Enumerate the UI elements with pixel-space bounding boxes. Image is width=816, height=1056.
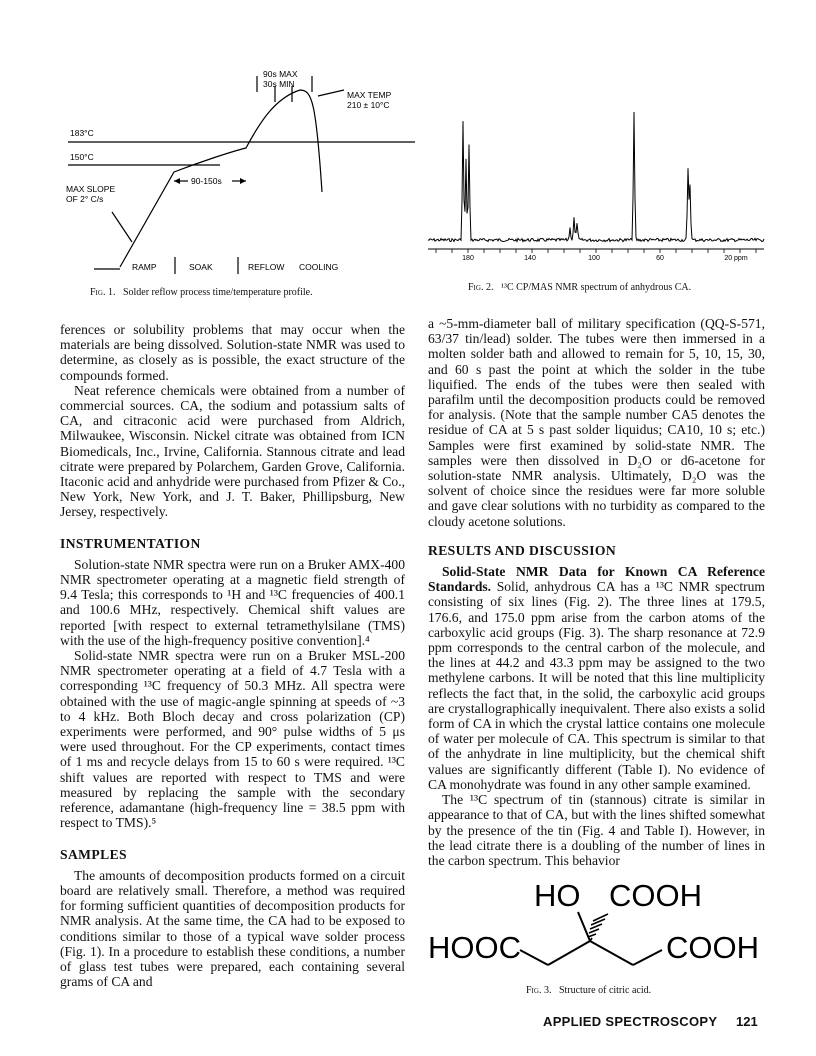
- label-soak: SOAK: [189, 262, 213, 272]
- label-max-temp-value: 210 ± 10°C: [347, 100, 390, 110]
- figure-1: [60, 62, 420, 277]
- tick-label-20ppm: 20 ppm: [724, 255, 748, 262]
- label-cooh-right: COOH: [666, 930, 759, 965]
- tick-label-180: 180: [462, 255, 474, 262]
- label-slope-value: OF 2° C/s: [66, 194, 104, 204]
- figure-1-caption: [90, 287, 420, 298]
- right-paragraph-3: The ¹³C spectrum of tin (stannous) citrate is similar in appearance to that of CA, but with the lines shifted somewhat by the presence of the tin (Fig. 4 and Table I). However, in the lead citrate there is a doubling of the number of lines in the carbon spectrum. This behavior: [428, 792, 765, 868]
- label-cooh-top: COOH: [609, 878, 702, 913]
- right-column: [428, 316, 765, 868]
- heading-instrumentation: INSTRUMENTATION: [60, 535, 201, 551]
- figure-2-caption: [468, 282, 768, 293]
- heading-samples: SAMPLES: [60, 846, 128, 862]
- tick-label-60: 60: [656, 255, 664, 262]
- left-paragraph-2: Neat reference chemicals were obtained from a number of commercial sources. CA, the sodium and potassium salts of CA, and citraconic acid were purchased from Aldrich, Milwaukee, Wisconsin. Nickel citrate was obtained from ICN Biomedicals, Inc., Irvine, California. Stannous citrate and lead citrate were prepared by Polarchem, Garden Grove, California. Itaconic acid and anhydride were purchased from Pfizer & Co., New York, New York, and J. T. Baker, Phillipsburg, New Jersey, respectively.: [60, 382, 405, 520]
- label-max-temp: MAX TEMP: [347, 90, 392, 100]
- heading-results: RESULTS AND DISCUSSION: [428, 542, 617, 558]
- nmr-spectrum: [424, 112, 774, 272]
- label-30s-min: 30s MIN: [263, 79, 295, 89]
- label-ramp: RAMP: [132, 262, 157, 272]
- spectrum-trace: [428, 112, 764, 242]
- label-ho: HO: [534, 878, 581, 913]
- right-paragraph-2: [428, 564, 765, 792]
- reflow-profile-diagram: [60, 62, 420, 277]
- citric-acid-structure: [428, 868, 768, 980]
- tick-label-100: 100: [588, 255, 600, 262]
- figure-2-label: Fig. 2.: [468, 282, 494, 293]
- label-150c: 150°C: [70, 152, 94, 162]
- figure-3-caption-text: Structure of citric acid.: [558, 985, 652, 996]
- figure-1-caption-text: Solder reflow process time/temperature profile.: [122, 287, 313, 298]
- label-cooling: COOLING: [299, 262, 339, 272]
- tick-label-140: 140: [524, 255, 536, 262]
- right-paragraph-2-text: Solid, anhydrous CA has a ¹³C NMR spectrum consisting of six lines (Fig. 2). The three lines at 179.5, 176.6, and 175.0 ppm arise from the carbon atoms of the carboxylic acid groups (Fig. 3). The sharp resonance at 72.9 ppm corresponds to the central carbon of the molecule, and the lines at 44.2 and 43.3 ppm may be assigned to the two methylene carbons. It will be noted that this line multiplicity reflects the fact that, in the solid, the carboxylic acid groups are crystallographically inequivalent. There also exists a solid form of CA in which the crystal lattice contains one molecule of water per molecule of CA. This spectrum is similar to that of the anhydrate in line multiplicity, but the chemical shift values are significantly different (Table I). No evidence of CA monohydrate was found in any other sample examined.: [428, 579, 765, 792]
- label-soak-time: 90-150s: [191, 176, 222, 186]
- label-90s-max: 90s MAX: [263, 69, 298, 79]
- journal-title: APPLIED SPECTROSCOPY: [543, 1014, 718, 1029]
- figure-3-label: Fig. 3.: [526, 985, 552, 996]
- right-paragraph-1: a ~5-mm-diameter ball of military specification (QQ-S-571, 63/37 tin/lead) solder. The tubes were then immersed in a molten solder bath and allowed to remain for 5, 10, 15, 30, and 60 s past the point at which the solder in the tube liquified. The ends of the tubes were then sealed with parafilm until the decomposition products could be removed for analysis. (Note that the sample number CA5 denotes the residue of CA at 5 s past solder liquidus; CA10, 10 s; etc.) Samples were first examined by solid-state NMR. The samples were then dissolved in D₂O or d6-acetone for solution-state NMR analysis. Ultimately, D₂O was the solvent of choice since the residues were far more soluble and gave clear solutions with no turbidity as compared to the cloudy acetone solutions.: [428, 316, 765, 529]
- left-paragraph-1: ferences or solubility problems that may occur when the materials are being dissolved. Solution-state NMR was used to determine, as closely as is possible, the exact structure of the compounds formed.: [60, 322, 405, 383]
- label-183c: 183°C: [70, 128, 94, 138]
- figure-2-caption-text: ¹³C CP/MAS NMR spectrum of anhydrous CA.: [500, 282, 692, 293]
- left-column: [60, 322, 405, 989]
- left-paragraph-5: The amounts of decomposition products formed on a circuit board are relatively small. Therefore, a method was required for forming sufficient quantities of decomposition products for NMR analysis. At the same time, the CA had to be exposed to conditions similar to those of a typical wave solder process (Fig. 1). In a procedure to establish these conditions, a number of glass test tubes were prepared, each containing several grams of CA and: [60, 867, 405, 990]
- wedge-bond: [588, 914, 608, 941]
- label-max-slope: MAX SLOPE: [66, 184, 116, 194]
- figure-3: [428, 868, 768, 980]
- figure-2: [424, 112, 774, 272]
- label-hooc: HOOC: [428, 930, 521, 965]
- subheading-solid-state: Solid-State NMR Data for Known CA Reference Standards.: [428, 564, 765, 595]
- left-paragraph-4: Solid-state NMR spectra were run on a Bruker MSL-200 NMR spectrometer operating at a field of 4.7 Tesla with a corresponding ¹³C frequency of 50.3 MHz. All spectra were obtained with the use of magic-angle spinning at speeds of ~3 to 4 kHz. Both Bloch decay and cross polarization (CP) experiments were performed, and 90° pulse widths of 5 μs were used throughout. For the CP experiments, contact times of 1 ms and recycle delays from 15 to 60 s were required. ¹³C shift values are reported with respect to TMS and were measured by replacing the sample with the secondary reference, adamantane (high-frequency line = 38.5 ppm with respect to TMS).⁵: [60, 648, 405, 831]
- figure-3-caption: [526, 985, 766, 996]
- label-reflow: REFLOW: [248, 262, 285, 272]
- page-number: 121: [736, 1014, 758, 1029]
- figure-1-label: Fig. 1.: [90, 287, 116, 298]
- left-paragraph-3: Solution-state NMR spectra were run on a Bruker AMX-400 NMR spectrometer operating at a magnetic field strength of 9.4 Tesla; this corresponds to ¹H and ¹³C frequencies of 400.1 and 100.6 MHz, respectively. Chemical shift values are reported [with respect to external tetramethylsilane (TMS) with the use of the high-frequency positive convention].⁴: [60, 556, 405, 648]
